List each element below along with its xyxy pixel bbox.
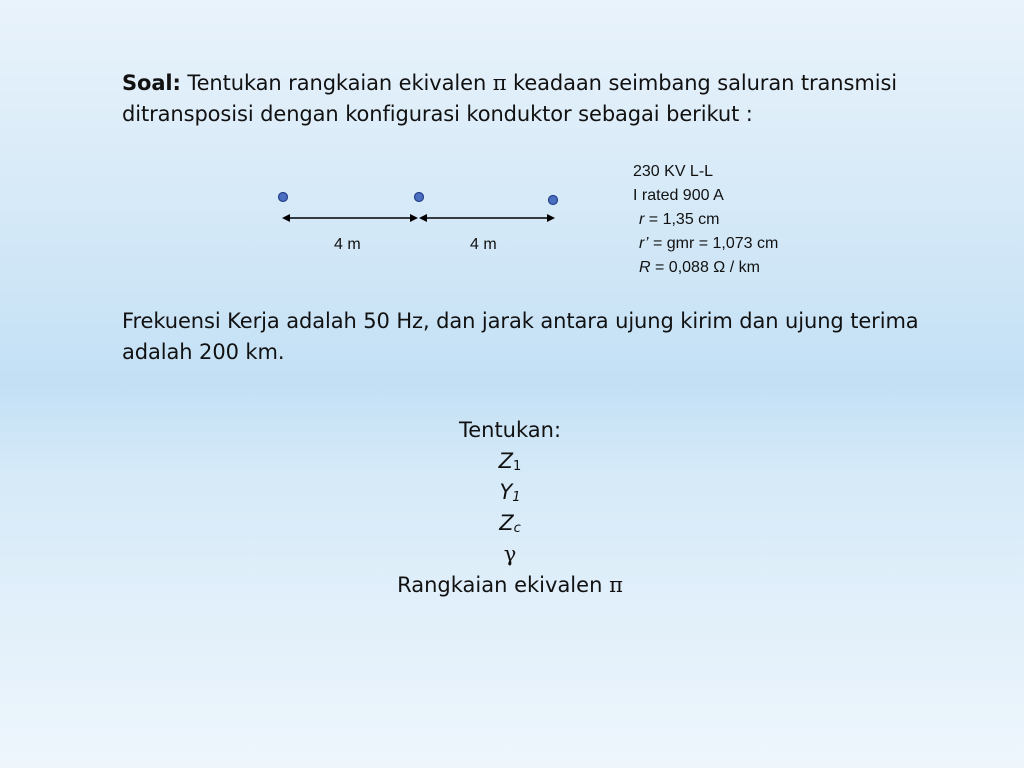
spec-resistance-unit: / km bbox=[729, 259, 760, 276]
task-y1 bbox=[310, 477, 710, 508]
spec-voltage: 230 KV L-L bbox=[633, 163, 714, 180]
task-list bbox=[310, 415, 710, 601]
task-equivalent-pi: π bbox=[609, 573, 623, 597]
task-equivalent-text: Rangkaian ekivalen bbox=[397, 573, 603, 597]
spec-rated-current: I rated 900 A bbox=[633, 187, 724, 204]
conductor-b bbox=[415, 193, 424, 202]
task-z1-base: Z bbox=[498, 449, 514, 473]
spacing-label-ab: 4 m bbox=[334, 236, 361, 253]
conductor-c bbox=[549, 196, 558, 205]
spec-gmr bbox=[633, 232, 778, 256]
conductor-configuration-diagram bbox=[270, 182, 570, 262]
spec-radius bbox=[633, 208, 778, 232]
task-equivalent-circuit bbox=[310, 570, 710, 601]
pi-symbol: π bbox=[492, 71, 507, 95]
frequency-statement: Frekuensi Kerja adalah 50 Hz, dan jarak antara ujung kirim dan ujung terima adalah 200 km. bbox=[122, 309, 919, 364]
dimension-arrow-right bbox=[419, 214, 555, 222]
spec-resistance-value: = 0,088 bbox=[655, 259, 709, 276]
problem-text-start: Tentukan rangkaian ekivalen bbox=[187, 71, 487, 95]
problem-label: Soal: bbox=[122, 71, 181, 95]
task-heading: Tentukan: bbox=[458, 418, 562, 442]
task-zc bbox=[310, 508, 710, 539]
task-zc-base: Z bbox=[499, 511, 514, 535]
spec-radius-symbol: r bbox=[639, 211, 645, 228]
spec-gmr-value: = gmr = 1,073 cm bbox=[652, 235, 779, 252]
task-gamma: γ bbox=[503, 542, 517, 566]
task-z1-sub: 1 bbox=[513, 459, 522, 474]
line-specifications bbox=[633, 160, 778, 280]
spec-radius-value: = 1,35 cm bbox=[648, 211, 720, 228]
conductor-a bbox=[279, 193, 288, 202]
task-zc-sub: c bbox=[513, 521, 521, 536]
task-z1 bbox=[310, 446, 710, 477]
task-y1-sub: 1 bbox=[512, 490, 521, 505]
spec-gmr-symbol: r’ bbox=[639, 235, 649, 252]
spec-resistance bbox=[633, 256, 778, 280]
spec-resistance-symbol: R bbox=[639, 259, 651, 276]
problem-text-end: keadaan seimbang saluran transmisi ditransposisi dengan konfigurasi konduktor sebagai berikut : bbox=[122, 71, 898, 126]
spacing-label-bc: 4 m bbox=[470, 236, 497, 253]
dimension-arrow-left bbox=[282, 214, 418, 222]
conductor-diagram-svg bbox=[270, 182, 570, 262]
problem-statement bbox=[122, 68, 962, 130]
omega-symbol: Ω bbox=[713, 259, 726, 276]
task-y1-base: Y bbox=[499, 480, 513, 504]
